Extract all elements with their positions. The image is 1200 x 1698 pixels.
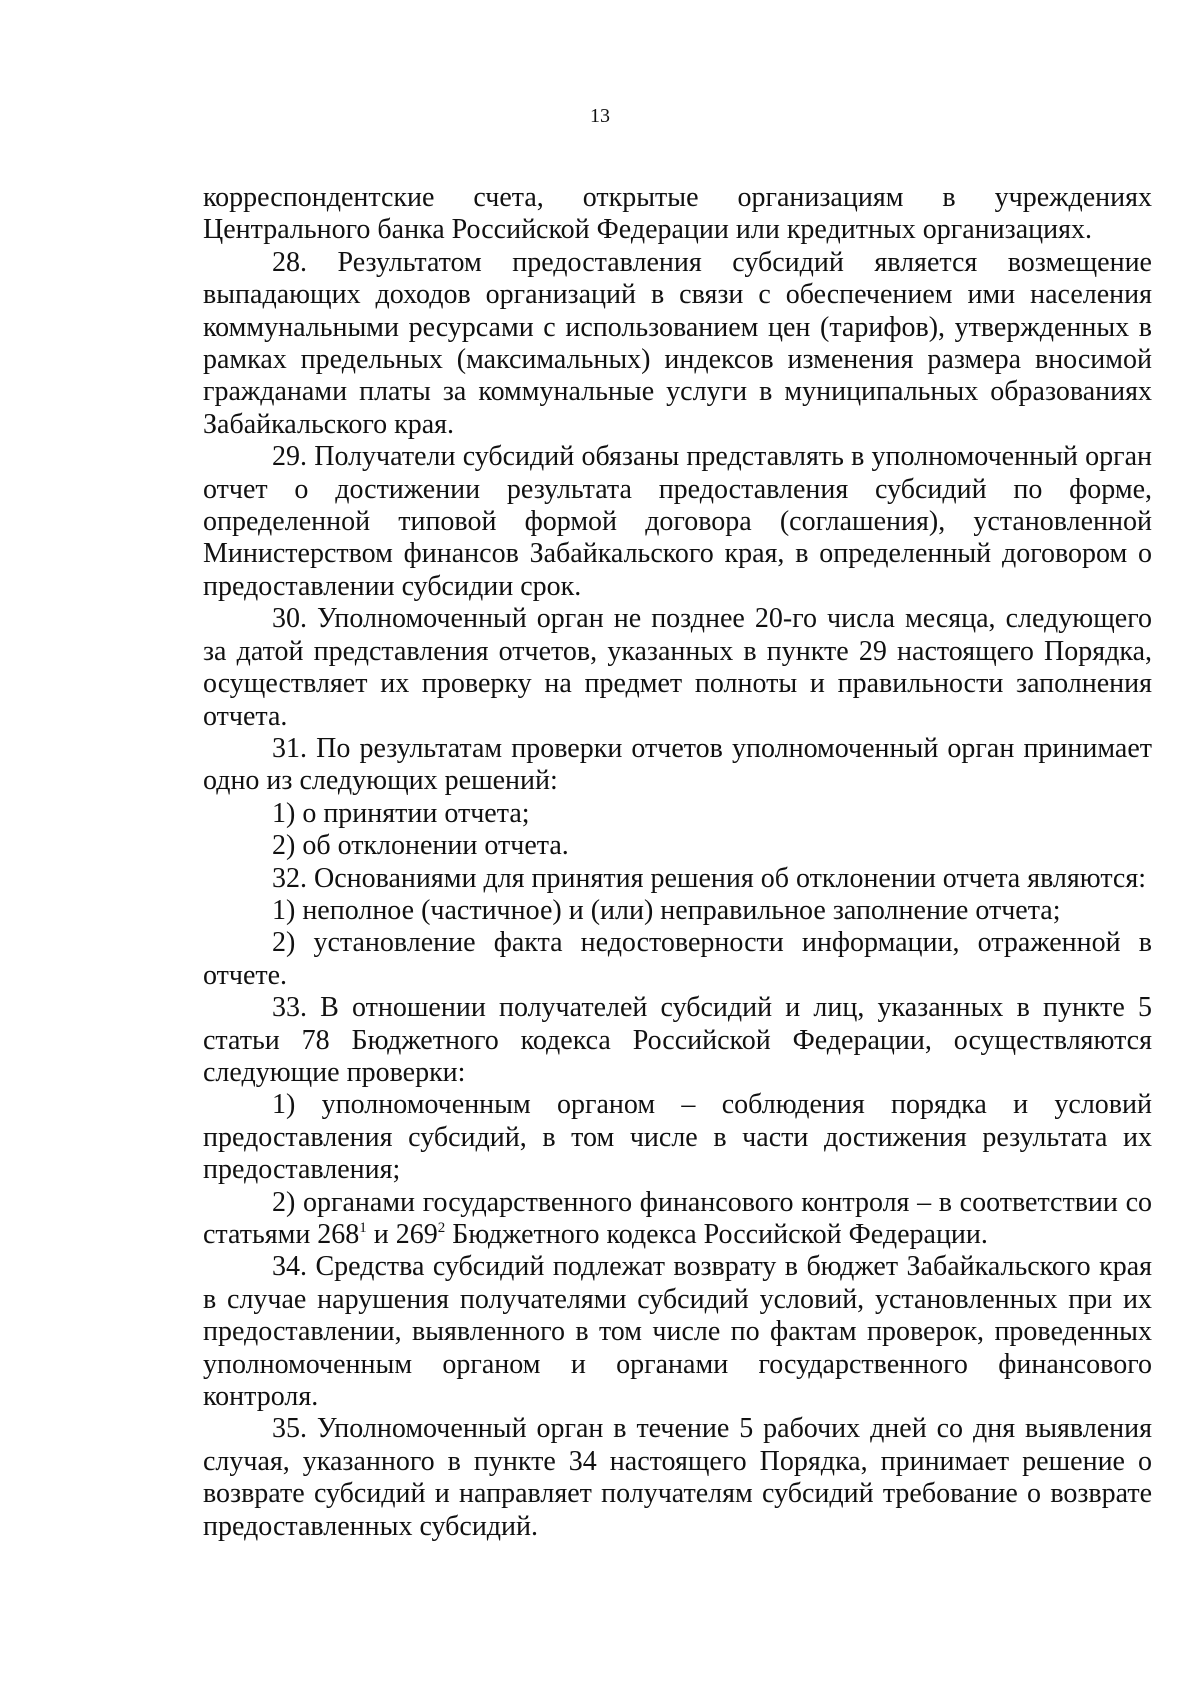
paragraph-28: 28. Результатом предоставления субсидий является возмещение выпадающих доходов организаций в связи с обеспечением ими населения коммунальными ресурсами с использованием цен (тарифов), утвержденных в рамках предельных (максимальных) индексов изменения размера вносимой гражданами платы за коммунальные услуги в муниципальных образованиях Забайкальского края. bbox=[203, 246, 1152, 440]
paragraph-33-item-1: 1) уполномоченным органом – соблюдения порядка и условий предоставления субсидий, в том числе в части достижения результата их предоставления; bbox=[203, 1089, 1152, 1186]
paragraph-30: 30. Уполномоченный орган не позднее 20-го числа месяца, следующего за датой представления отчетов, указанных в пункте 29 настоящего Порядка, осуществляет их проверку на предмет полноты и правильности заполнения отчета. bbox=[203, 603, 1152, 732]
superscript: 1 bbox=[359, 1220, 367, 1236]
text-run: Бюджетного кодекса Российской Федерации. bbox=[445, 1219, 988, 1250]
paragraph-34: 34. Средства субсидий подлежат возврату в бюджет Забайкальского края в случае нарушения получателями субсидий условий, установленных при их предоставлении, выявленного в том числе по фактам проверок, проведенных уполномоченным органом и органами государственного финансового контроля. bbox=[203, 1251, 1152, 1413]
paragraph-32-item-2: 2) установление факта недостоверности информации, отраженной в отчете. bbox=[203, 927, 1152, 991]
paragraph-33-item-2 bbox=[203, 1187, 1152, 1252]
paragraph-31-item-1: 1) о принятии отчета; bbox=[272, 797, 530, 829]
paragraph-32-item-1: 1) неполное (частичное) и (или) неправильное заполнение отчета; bbox=[272, 894, 1061, 926]
superscript: 2 bbox=[437, 1220, 446, 1236]
paragraph-32: 32. Основаниями для принятия решения об отклонении отчета являются: bbox=[272, 862, 1146, 894]
paragraph-35: 35. Уполномоченный орган в течение 5 рабочих дней со дня выявления случая, указанного в пункте 34 настоящего Порядка, принимает решение о возврате субсидий и направляет получателям субсидий требование о возврате предоставленных субсидий. bbox=[203, 1413, 1152, 1542]
paragraph-33: 33. В отношении получателей субсидий и лиц, указанных в пункте 5 статьи 78 Бюджетного кодекса Российской Федерации, осуществляются следующие проверки: bbox=[203, 992, 1152, 1088]
paragraph-31: 31. По результатам проверки отчетов уполномоченный орган принимает одно из следующих решений: bbox=[203, 732, 1152, 797]
paragraph-continuation: корреспондентские счета, открытые организациям в учреждениях Центрального банка Российской Федерации или кредитных организациях. bbox=[203, 182, 1152, 246]
page-number: 13 bbox=[590, 105, 610, 127]
paragraph-29: 29. Получатели субсидий обязаны представлять в уполномоченный орган отчет о достижении результата предоставления субсидий по форме, определенной типовой формой договора (соглашения), установленной Министерством финансов Забайкальского края, в определенный договором о предоставлении субсидии срок. bbox=[203, 441, 1152, 602]
text-run: и 269 bbox=[366, 1219, 438, 1250]
paragraph-31-item-2: 2) об отклонении отчета. bbox=[272, 830, 569, 862]
document-body bbox=[203, 182, 1152, 1543]
text-run: 2) органами государственного финансового контроля – в соответствии со статьями 268 bbox=[203, 1186, 1152, 1250]
